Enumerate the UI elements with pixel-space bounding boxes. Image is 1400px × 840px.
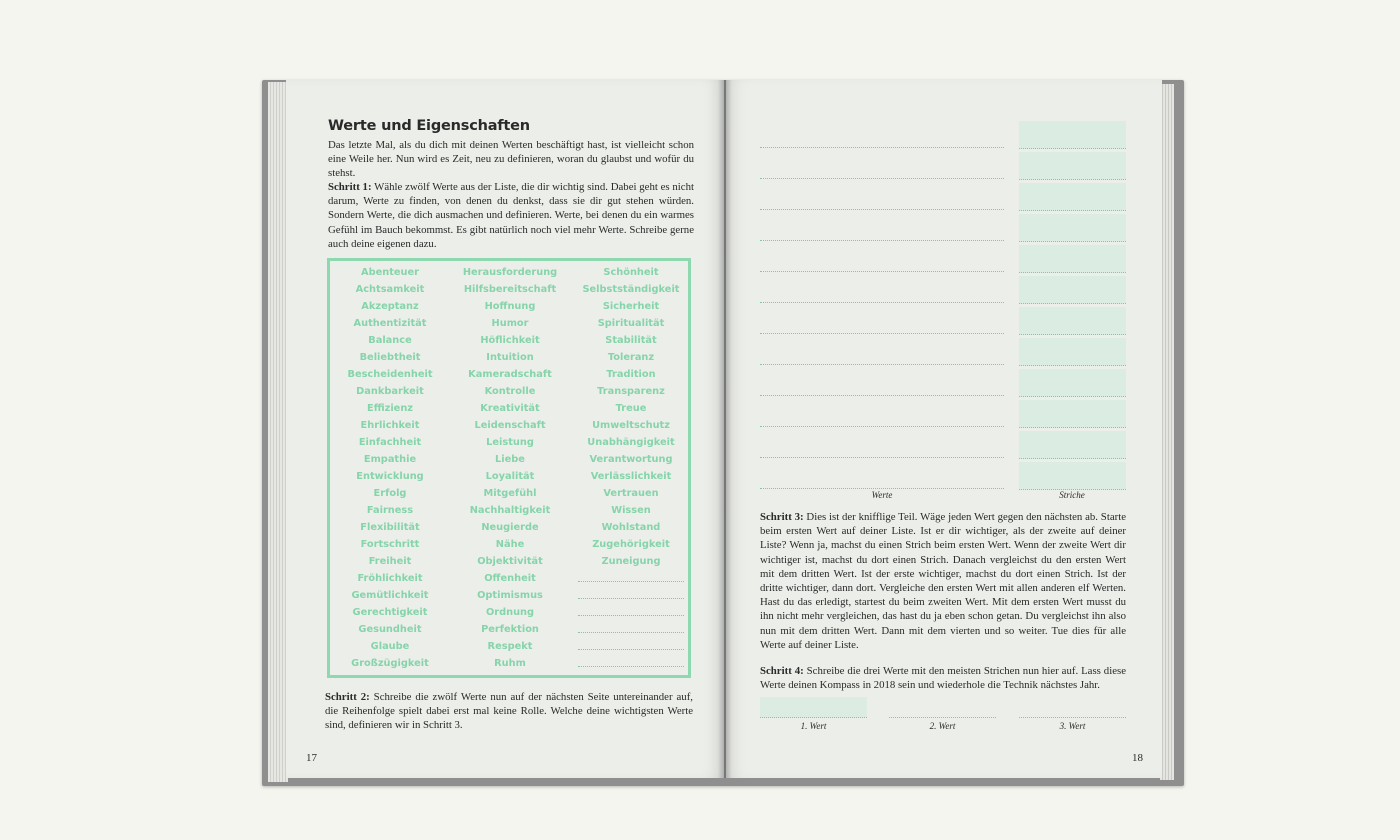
page-number-right: 18 (1132, 752, 1143, 764)
value-item: Offenheit (484, 573, 536, 584)
value-item: Loyalität (485, 471, 535, 482)
values-column-caption: Werte (871, 490, 893, 500)
top-value-caption-2: 2. Wert (929, 721, 956, 731)
value-item: Zugehörigkeit (592, 539, 670, 550)
page-number-left: 17 (306, 752, 317, 764)
step3-label: Schritt 3: (760, 511, 804, 523)
value-item: Sicherheit (602, 301, 660, 312)
value-write-line (760, 488, 1004, 489)
tally-cell (1019, 276, 1126, 304)
value-item: Nähe (495, 539, 525, 550)
value-item: Empathie (363, 454, 417, 465)
value-item: Toleranz (607, 352, 655, 363)
value-item: Entwicklung (356, 471, 424, 482)
value-item: Humor (491, 318, 529, 329)
value-item: Hilfsbereitschaft (463, 284, 557, 295)
value-write-line (760, 426, 1004, 427)
value-item: Erfolg (373, 488, 407, 499)
value-item: Objektivität (477, 556, 543, 567)
value-item: Bescheidenheit (347, 369, 433, 380)
value-item: Fröhlichkeit (357, 573, 423, 584)
value-item: Hoffnung (484, 301, 536, 312)
value-item: Schönheit (603, 267, 659, 278)
value-item: Kontrolle (484, 386, 536, 397)
tally-cell (1019, 369, 1126, 397)
value-item: Großzügigkeit (351, 658, 429, 669)
value-item: Selbstständigkeit (582, 284, 680, 295)
book-spine (718, 80, 732, 778)
tally-cell (1019, 307, 1126, 335)
step2-paragraph (325, 690, 693, 733)
tally-cell (1019, 183, 1126, 211)
value-item: Authentizität (353, 318, 427, 329)
value-item: Tradition (606, 369, 656, 380)
step3-paragraph (760, 510, 1126, 652)
value-item: Stabilität (605, 335, 657, 346)
intro-paragraph: Das letzte Mal, als du dich mit deinen Werten beschäftigt hast, ist vielleicht schon eine Weile her. Nun wird es Zeit, neu zu definieren, woran du glaubst und wofür du stehst. (328, 139, 694, 180)
value-item: Herausforderung (462, 267, 558, 278)
value-item: Optimismus (477, 590, 543, 601)
value-item: Effizienz (367, 403, 413, 414)
value-write-line (760, 209, 1004, 210)
value-item: Kameradschaft (468, 369, 552, 380)
value-item: Ordnung (485, 607, 535, 618)
value-item: Beliebtheit (359, 352, 421, 363)
value-item: Transparenz (597, 386, 665, 397)
step1-paragraph (328, 180, 694, 251)
value-item: Dankbarkeit (356, 386, 424, 397)
page-edges-left (268, 82, 288, 782)
value-item: Spiritualität (597, 318, 665, 329)
value-item: Achtsamkeit (355, 284, 425, 295)
value-item: Wissen (611, 505, 651, 516)
value-item: Intuition (486, 352, 534, 363)
value-item: Leistung (486, 437, 534, 448)
value-write-line (760, 240, 1004, 241)
top-value-field-2 (889, 697, 996, 718)
tally-cell (1019, 400, 1126, 428)
value-write-line (760, 457, 1004, 458)
value-item: Ruhm (494, 658, 526, 669)
top-value-field-1 (760, 697, 867, 718)
tally-cell (1019, 462, 1126, 490)
value-item: Kreativität (480, 403, 540, 414)
value-item: Respekt (487, 641, 533, 652)
page-heading: Werte und Eigenschaften (328, 118, 530, 134)
value-item: Flexibilität (360, 522, 420, 533)
tally-cell (1019, 431, 1126, 459)
step1-text: Wähle zwölf Werte aus der Liste, die dir wichtig sind. Dabei geht es nicht darum, Werte zu finden, von denen du denkst, dass sie dir gut stehen würden. Sondern Werte, die dich ausmachen und definieren. Werte, bei denen du ein warmes Gefühl im Bauch bekommst. Es gibt natürlich noch viel mehr Werte. Schreibe gerne auch deine eigenen dazu. (328, 181, 694, 250)
value-item: Verantwortung (589, 454, 673, 465)
value-item: Gesundheit (358, 624, 422, 635)
value-item: Ehrlichkeit (360, 420, 420, 431)
page-edges-right (1160, 84, 1174, 780)
value-item: Unabhängigkeit (587, 437, 675, 448)
blank-value-line (578, 666, 684, 667)
value-item: Fairness (366, 505, 414, 516)
value-item: Glaube (370, 641, 410, 652)
step1-label: Schritt 1: (328, 181, 372, 193)
step2-text: Schreibe die zwölf Werte nun auf der nächsten Seite untereinander auf, die Reihenfolge spielt dabei erst mal keine Rolle. Welche deine wichtigsten Werte sind, definieren wir in Schritt 3. (325, 691, 693, 732)
value-write-line (760, 364, 1004, 365)
step2-label: Schritt 2: (325, 691, 370, 703)
value-write-line (760, 271, 1004, 272)
value-write-line (760, 147, 1004, 148)
top-value-caption-1: 1. Wert (800, 721, 827, 731)
values-column-2 (450, 264, 570, 672)
tally-cell (1019, 214, 1126, 242)
value-item: Liebe (495, 454, 525, 465)
value-item: Verlässlichkeit (590, 471, 672, 482)
step4-label: Schritt 4: (760, 665, 804, 677)
value-item: Gerechtigkeit (352, 607, 428, 618)
top-value-caption-3: 3. Wert (1059, 721, 1086, 731)
tally-cell (1019, 245, 1126, 273)
value-item: Wohlstand (601, 522, 661, 533)
value-item: Perfektion (481, 624, 539, 635)
value-write-line (760, 333, 1004, 334)
value-item: Fortschritt (360, 539, 420, 550)
value-item: Zuneigung (601, 556, 661, 567)
tally-cell (1019, 152, 1126, 180)
values-column-3 (571, 264, 691, 570)
value-item: Umweltschutz (592, 420, 670, 431)
value-item: Treue (615, 403, 647, 414)
blank-value-line (578, 632, 684, 633)
value-item: Neugierde (481, 522, 539, 533)
tallies-column-caption: Striche (1059, 490, 1085, 500)
top-value-field-3 (1019, 697, 1126, 718)
value-item: Nachhaltigkeit (469, 505, 551, 516)
value-item: Akzeptanz (361, 301, 419, 312)
step4-paragraph (760, 664, 1126, 692)
value-write-line (760, 178, 1004, 179)
value-write-line (760, 302, 1004, 303)
value-write-line (760, 395, 1004, 396)
tally-cell (1019, 121, 1126, 149)
value-item: Gemütlichkeit (351, 590, 429, 601)
value-item: Abenteuer (361, 267, 419, 278)
value-item: Leidenschaft (474, 420, 546, 431)
step3-text: Dies ist der knifflige Teil. Wäge jeden Wert gegen den nächsten ab. Starte beim ersten Wert auf deiner Liste. Ist er dir wichtiger, als der zweite auf deiner Liste? Wenn ja, machst du einen Strich beim ersten Wert. Wenn der zweite Wert dir wichtiger ist, machst du dort einen Strich. Danach vergleichst du den ersten Wert mit dem dritten Wert. Ist der erste wichtiger, machst du dort einen Strich. Ist der dritte wichtiger, dann dort. Vergleiche den ersten Wert mit allen anderen elf Werten. Hast du das erledigt, startest du beim zweiten Wert. Mit dem ersten Wert musst du ihn nicht mehr vergleichen, das hast du ja eben schon getan. Du vergleichst ihn also nun mit dem dritten Wert. Dann mit dem vierten und so weiter. Tue dies für alle Werte auf deiner Liste. (760, 511, 1126, 651)
value-item: Vertrauen (603, 488, 659, 499)
value-item: Freiheit (368, 556, 412, 567)
blank-value-line (578, 615, 684, 616)
value-item: Höflichkeit (480, 335, 540, 346)
tally-cell (1019, 338, 1126, 366)
value-item: Balance (368, 335, 412, 346)
value-item: Mitgefühl (483, 488, 537, 499)
values-column-1 (330, 264, 450, 672)
step4-text: Schreibe die drei Werte mit den meisten Strichen nun hier auf. Lass diese Werte deinen Kompass in 2018 sein und wiederhole die Technik nächstes Jahr. (760, 665, 1126, 692)
blank-value-line (578, 598, 684, 599)
blank-value-line (578, 581, 684, 582)
value-item: Einfachheit (358, 437, 422, 448)
blank-value-line (578, 649, 684, 650)
